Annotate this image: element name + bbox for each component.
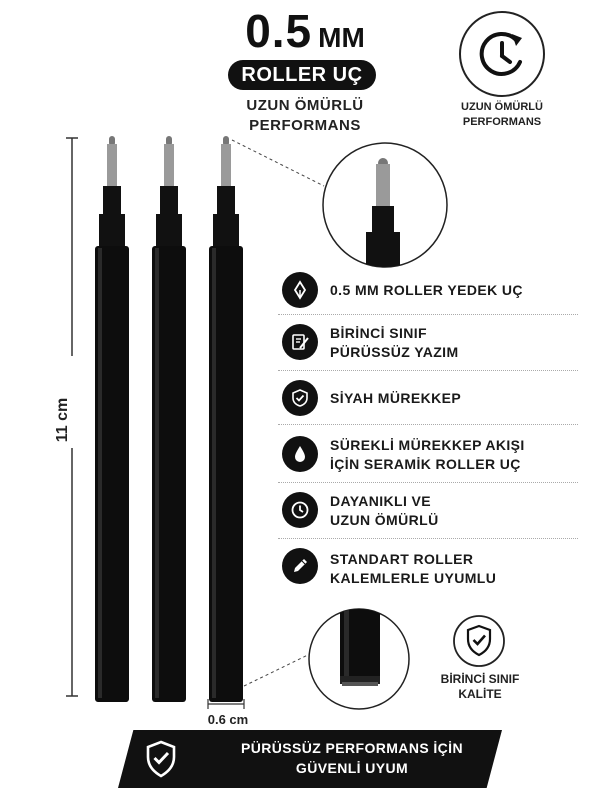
feature-icon-5	[282, 492, 318, 528]
feature-icon-6	[282, 548, 318, 584]
bottom-line2: GÜVENLİ UYUM	[295, 760, 409, 776]
shield-check-icon	[140, 738, 182, 780]
feature-4-line2: İÇİN SERAMİK ROLLER UÇ	[330, 456, 521, 472]
end-zoom-circle	[306, 606, 412, 712]
feature-text-2	[330, 324, 459, 362]
shield-check-icon	[290, 388, 310, 408]
edit-document-icon	[290, 332, 310, 352]
feature-6-line1: STANDART ROLLER	[330, 551, 474, 567]
longevity-line1: UZUN ÖMÜRLÜ	[461, 101, 543, 113]
feature-1-line1: 0.5 MM ROLLER YEDEK UÇ	[330, 282, 523, 298]
feature-separator	[278, 314, 578, 315]
feature-text-3	[330, 389, 461, 408]
feature-4-line1: SÜREKLİ MÜREKKEP AKIŞI	[330, 437, 525, 453]
feature-3-line1: SİYAH MÜREKKEP	[330, 390, 462, 406]
clock-icon	[290, 500, 310, 520]
feature-2-line1: BİRİNCİ SINIF	[330, 325, 427, 341]
width-label: 0.6 cm	[207, 712, 249, 727]
feature-text-1	[330, 281, 523, 300]
feature-separator	[278, 370, 578, 371]
shield-check-icon	[452, 614, 506, 668]
feature-text-6	[330, 550, 496, 588]
longevity-line2: PERFORMANS	[462, 116, 542, 128]
bottom-banner-text	[212, 738, 492, 778]
tip-zoom-circle	[320, 140, 450, 270]
feature-5-line2: UZUN ÖMÜRLÜ	[330, 512, 439, 528]
size-value: 0.5	[245, 5, 313, 57]
feature-icon-4	[282, 436, 318, 472]
feature-2-line2: PÜRÜSSÜZ YAZIM	[330, 344, 459, 360]
quality-badge	[452, 614, 506, 668]
subtitle-line1: UZUN ÖMÜRLÜ	[246, 97, 364, 114]
pen-nib-icon	[290, 280, 310, 300]
quality-line1: BİRİNCİ SINIF	[440, 672, 520, 686]
product-type-label: ROLLER UÇ	[241, 63, 363, 86]
bottom-line1: PÜRÜSSÜZ PERFORMANS İÇİN	[241, 740, 463, 756]
size-unit: MM	[318, 22, 365, 53]
feature-icon-2	[282, 324, 318, 360]
feature-6-line2: KALEMLERLE UYUMLU	[330, 570, 497, 586]
feature-icon-1	[282, 272, 318, 308]
feature-text-4	[330, 436, 525, 474]
subtitle-line2: PERFORMANS	[249, 117, 361, 134]
feature-separator	[278, 538, 578, 539]
quality-line2: KALİTE	[458, 687, 502, 701]
quality-badge-text	[430, 672, 530, 702]
feature-separator	[278, 482, 578, 483]
feature-icon-3	[282, 380, 318, 416]
bottom-banner-icon-wrap	[140, 738, 182, 780]
feature-separator	[278, 424, 578, 425]
ink-drop-icon	[290, 444, 310, 464]
pencil-icon	[290, 556, 310, 576]
feature-text-5	[330, 492, 439, 530]
height-label: 11 cm	[54, 397, 71, 443]
feature-5-line1: DAYANIKLI VE	[330, 493, 432, 509]
